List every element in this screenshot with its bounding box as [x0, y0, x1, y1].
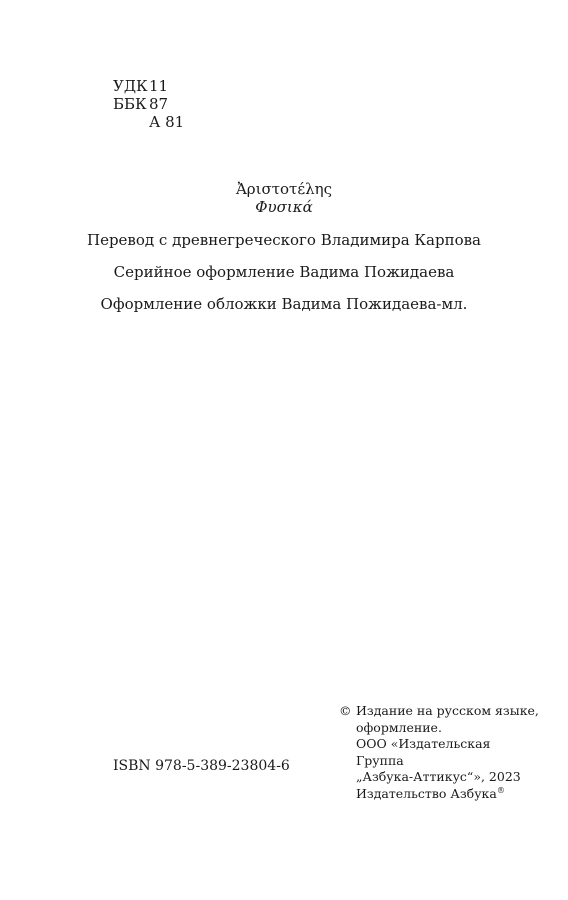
copyright-text — [339, 703, 539, 802]
cover-design-credit: Оформление обложки Вадима Пожидаева-мл. — [100, 295, 468, 313]
registered-mark-icon: ® — [496, 785, 505, 795]
author-mark: А 81 — [149, 113, 185, 131]
translator-credit: Перевод с древнегреческого Владимира Карпова — [87, 231, 481, 249]
original-title-line — [60, 198, 508, 216]
title-credits-block — [60, 180, 508, 313]
publisher-name: Издательство Азбука — [356, 785, 497, 801]
copyright-line: ООО «Издательская Группа — [356, 736, 491, 768]
classification-codes — [113, 77, 184, 131]
copyright-line: оформление. — [356, 719, 442, 735]
copyright-icon: © — [339, 703, 352, 718]
copyright-line: Издание на русском языке, — [356, 703, 539, 718]
series-design-credit: Серийное оформление Вадима Пожидаева — [113, 263, 455, 281]
copyright-notice — [339, 703, 539, 802]
udk-value: 11 — [149, 77, 169, 95]
copyright-line: „Азбука-Аттикус“», 2023 — [356, 769, 521, 784]
udk-label: УДК — [113, 77, 148, 95]
original-author: Ἀριστοτέλης — [235, 180, 333, 198]
copyright-line-publisher — [356, 786, 539, 803]
author-mark-row — [113, 113, 184, 131]
udk-row — [113, 77, 184, 95]
bbk-value: 87 — [149, 95, 169, 113]
bbk-label: ББК — [113, 95, 147, 113]
original-title: Φυσικά — [255, 198, 313, 216]
bbk-row — [113, 95, 184, 113]
isbn: ISBN 978-5-389-23804-6 — [113, 758, 290, 774]
